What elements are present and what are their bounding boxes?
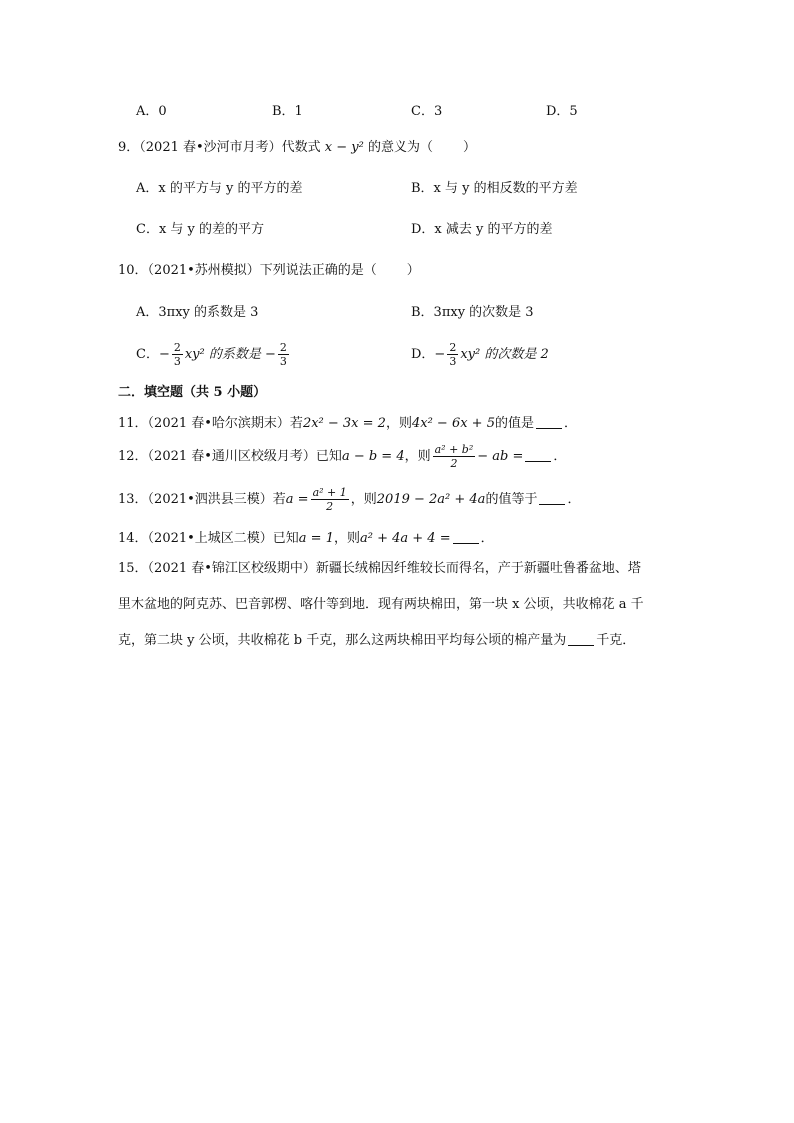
q10-option-d: D．− $\frac{2}{3}$ xy² 的次数是 2	[411, 341, 549, 368]
q9-option-d: D．x 减去 y 的平方的差	[411, 222, 553, 237]
fraction-two-thirds: $\frac{2}{3}$	[449, 341, 457, 368]
fraction-two-thirds: $\frac{2}{3}$	[279, 341, 287, 368]
answer-blank[interactable]	[568, 633, 594, 646]
answer-blank[interactable]	[539, 492, 565, 505]
question-13: 13．（2021•泗洪县三模）若a = $\frac{\text{a² + 1}}{2}$ ，则2019 − 2a² + 4a的值等于 ．	[118, 486, 581, 513]
q10-option-b: B．3πxy 的次数是 3	[411, 305, 534, 320]
question-15-line-1: 15．（2021 春•锦江区校级期中）新疆长绒棉因纤维较长而得名，产于新疆吐鲁番盆地、塔	[118, 561, 641, 576]
question-10	[118, 262, 420, 280]
q10-option-a: A．3πxy 的系数是 3	[136, 305, 259, 320]
fraction-two-thirds: $\frac{2}{3}$	[173, 341, 181, 368]
answer-blank[interactable]	[453, 531, 479, 544]
q9-close: ）	[463, 140, 477, 155]
answer-blank[interactable]	[525, 449, 551, 462]
question-11: 11．（2021 春•哈尔滨期末）若2x² − 3x = 2，则4x² − 6x + 5的值是 ．	[118, 416, 578, 431]
answer-blank[interactable]	[536, 416, 562, 429]
q9-option-c: C．x 与 y 的差的平方	[136, 222, 265, 237]
section-title-fill-in: 二．填空题（共 5 小题）	[118, 385, 267, 400]
q8-option-c: C．3	[411, 104, 443, 119]
question-15-line-3: 克，第二块 y 公顷，共收棉花 b 千克，那么这两块棉田平均每公顷的棉产量为 千克．	[118, 633, 636, 648]
question-14: 14．（2021•上城区二模）已知a = 1，则a² + 4a + 4 = ．	[118, 531, 494, 546]
q10-stem: 10．（2021•苏州模拟）下列说法正确的是（	[118, 263, 377, 278]
q9-option-a: A．x 的平方与 y 的平方的差	[136, 181, 303, 196]
q8-option-a: A．0	[136, 104, 167, 119]
q8-option-b: B．1	[272, 104, 303, 119]
question-15-line-2: 里木盆地的阿克苏、巴音郭楞、喀什等到地．现有两块棉田，第一块 x 公顷，共收棉花 a 千	[118, 597, 644, 612]
question-9	[118, 139, 476, 157]
question-12: 12．（2021 春•通川区校级月考）已知a − b = 4，则 $\frac{\text{a² + b²}}{2}$ − ab = ．	[118, 443, 567, 470]
q8-option-d: D．5	[546, 104, 578, 119]
q10-close: ）	[406, 263, 420, 278]
fraction: $\frac{\text{a² + b²}}{2}$	[434, 443, 474, 470]
q9-suffix: 的意义为（	[367, 140, 433, 155]
q9-option-b: B．x 与 y 的相反数的平方差	[411, 181, 578, 196]
q9-expression: x − y²	[324, 140, 364, 155]
fraction: $\frac{\text{a² + 1}}{2}$	[312, 486, 347, 513]
q10-option-c: C．− $\frac{2}{3}$ xy² 的系数是 − $\frac{2}{3}$	[136, 341, 287, 368]
q9-prefix: 9．（2021 春•沙河市月考）代数式	[118, 140, 321, 155]
